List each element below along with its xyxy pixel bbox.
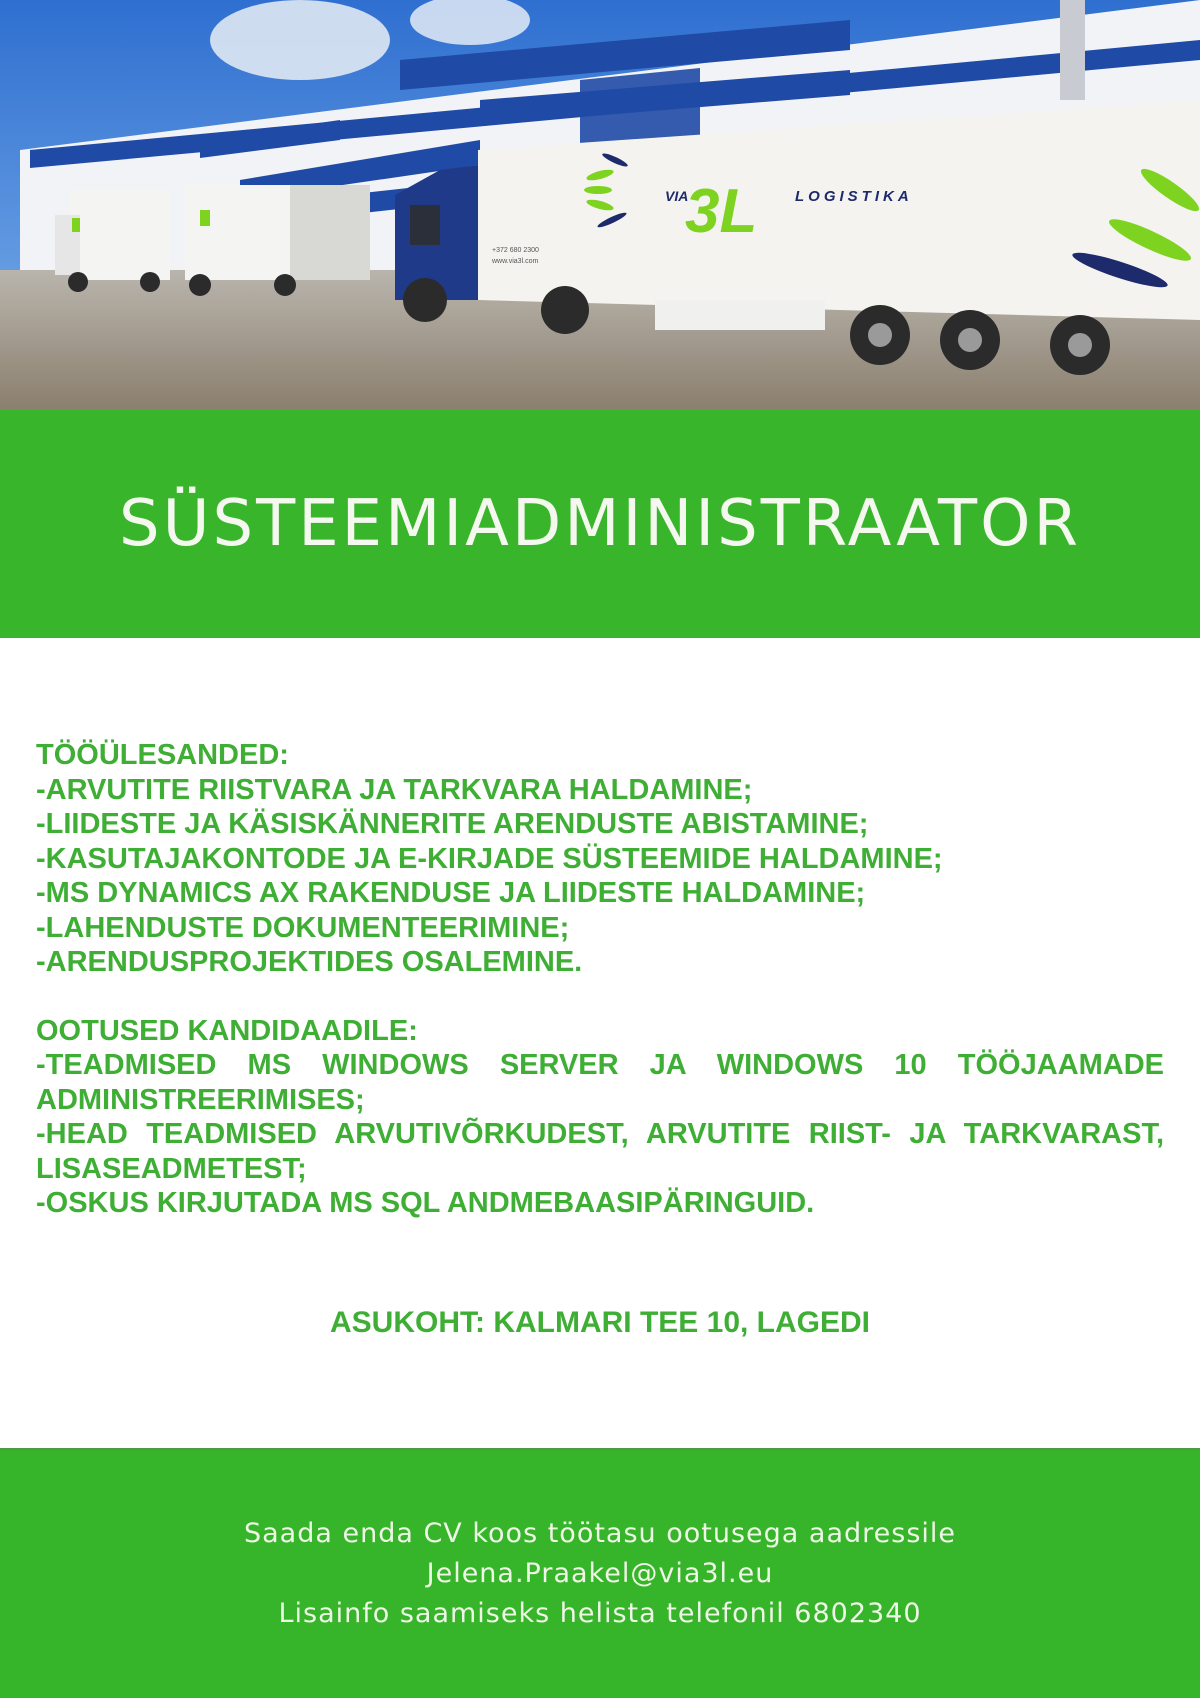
- requirement-item: -TEADMISED MS WINDOWS SERVER JA WINDOWS 10 TÖÖJAAMADE ADMINISTREERIMISES;: [36, 1049, 1164, 1116]
- duty-item: -ARVUTITE RIISTVARA JA TARKVARA HALDAMINE;: [36, 773, 753, 806]
- application-instruction: Saada enda CV koos töötasu ootusega aadressile: [243, 1518, 957, 1549]
- svg-text:+372 680 2300: +372 680 2300: [492, 247, 539, 254]
- duty-item: -LIIDESTE JA KÄSISKÄNNERITE ARENDUSTE ABISTAMINE;: [36, 808, 869, 840]
- hero-photo: [0, 0, 1200, 410]
- section-spacer: [36, 980, 1164, 1014]
- contact-email[interactable]: Jelena.Praakel@via3l.eu: [426, 1558, 774, 1589]
- small-truck-1: [55, 190, 170, 292]
- truck-warehouse-illustration: [0, 0, 1200, 410]
- requirements-section: [36, 1014, 1164, 1221]
- requirement-item: -HEAD TEADMISED ARVUTIVÕRKUDEST, ARVUTITE RIIST- JA TARKVARAST, LISASEADMETEST;: [36, 1118, 1164, 1185]
- duty-item: -ARENDUSPROJEKTIDES OSALEMINE.: [36, 946, 583, 978]
- duties-heading: TÖÖÜLESANDED:: [36, 739, 289, 771]
- duty-item: -LAHENDUSTE DOKUMENTEERIMINE;: [36, 911, 570, 944]
- small-truck-2: [185, 185, 370, 296]
- job-location: ASUKOHT: KALMARI TEE 10, LAGEDI: [329, 1306, 871, 1339]
- requirement-item: -OSKUS KIRJUTADA MS SQL ANDMEBAASIPÄRINGUID.: [36, 1187, 815, 1219]
- svg-text:www.via3l.com: www.via3l.com: [492, 258, 539, 265]
- job-description: [36, 738, 1164, 1221]
- job-title: SÜSTEEMIADMINISTRAATOR: [119, 487, 1081, 561]
- duties-section: [36, 738, 1164, 980]
- title-band: [0, 410, 1200, 638]
- requirements-heading: OOTUSED KANDIDAADILE:: [36, 1014, 418, 1047]
- contact-phone-info: Lisainfo saamiseks helista telefonil 6802340: [278, 1598, 922, 1629]
- contact-footer: [0, 1448, 1200, 1698]
- svg-text:3L: 3L: [685, 177, 758, 246]
- svg-text:VIA: VIA: [665, 188, 689, 204]
- duty-item: -MS DYNAMICS AX RAKENDUSE JA LIIDESTE HALDAMINE;: [36, 877, 866, 909]
- svg-text:LOGISTIKA: LOGISTIKA: [795, 188, 913, 205]
- duty-item: -KASUTAJAKONTODE JA E-KIRJADE SÜSTEEMIDE HALDAMINE;: [36, 842, 943, 875]
